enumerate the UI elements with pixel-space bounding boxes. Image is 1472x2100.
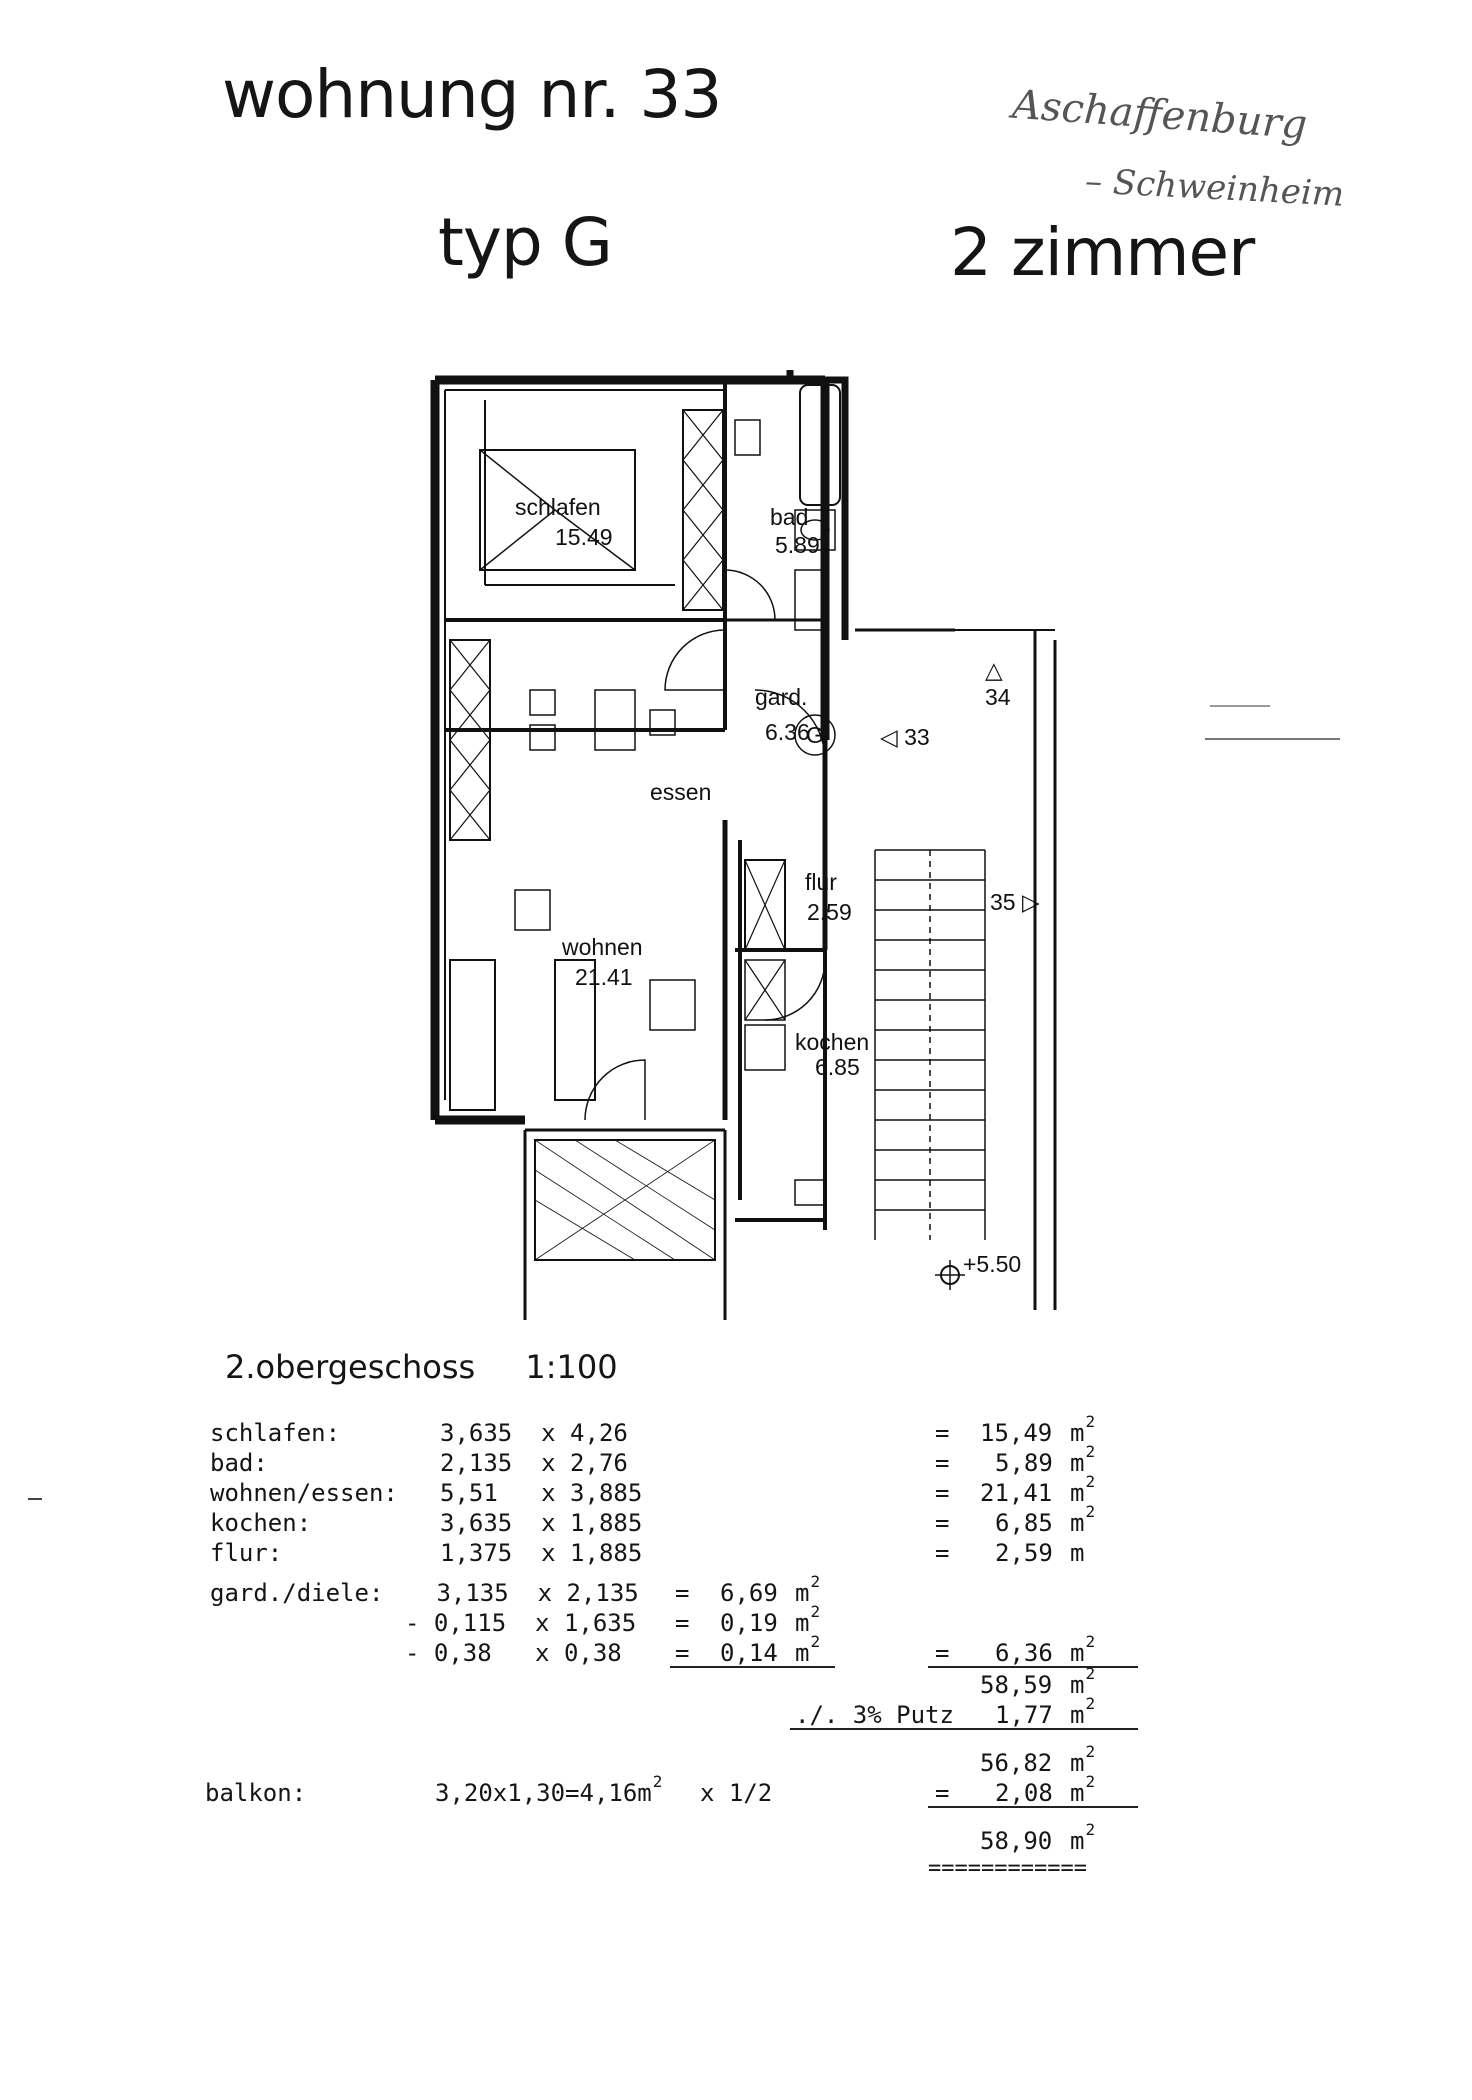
room-bad-name: bad <box>770 504 809 530</box>
calc-label: schlafen: <box>210 1419 341 1447</box>
room-kochen-area: 6.85 <box>815 1054 860 1080</box>
calc-subresult: 0,19 <box>720 1609 778 1637</box>
calc-eq: = <box>935 1449 950 1477</box>
calc-unit: $m^2$ <box>1070 1472 1096 1507</box>
floor-caption <box>225 1348 618 1386</box>
calc-subresult: 6,69 <box>720 1579 778 1607</box>
room-wohnen-name: wohnen <box>562 934 643 960</box>
room-gard-area: 6.36 <box>765 719 810 745</box>
calc-row <box>210 1472 1096 1508</box>
calc-eq: = <box>675 1579 690 1607</box>
calc-balkon-value: 2,08 <box>995 1779 1053 1807</box>
apartment-type: typ G <box>438 204 612 281</box>
calc-row <box>210 1412 1096 1448</box>
apartment-number: wohnung nr. 33 <box>222 56 722 133</box>
room-flur-name: flur <box>805 869 837 895</box>
level-mark: +5.50 <box>963 1251 1022 1277</box>
room-bad-area: 5.89 <box>775 532 820 558</box>
calc-result: 15,49 <box>980 1419 1053 1447</box>
calc-row <box>210 1502 1096 1538</box>
calc-row <box>210 1602 1140 1638</box>
calc-unit: $m^2$ <box>1070 1742 1096 1777</box>
calc-dims: - 0,38 x 0,38 <box>405 1639 622 1667</box>
calc-putz-label: ./. 3% Putz <box>795 1701 954 1729</box>
calc-unit: $m^2$ <box>1070 1820 1096 1855</box>
floor-plan <box>425 360 1125 1320</box>
label-34: 34 <box>985 684 1011 710</box>
calc-eq: = <box>935 1779 950 1807</box>
handwritten-location: Aschaffenburg <box>1010 81 1309 149</box>
room-count: 2 zimmer <box>950 214 1255 291</box>
calc-unit: m <box>1070 1539 1085 1567</box>
scan-mark <box>1210 705 1270 707</box>
calc-balkon-factor: x 1/2 <box>700 1779 773 1807</box>
calc-balkon-row <box>205 1772 1140 1808</box>
calc-eq: = <box>675 1639 690 1667</box>
calc-unit: $m^2$ <box>1070 1772 1096 1807</box>
room-kochen-name: kochen <box>795 1029 870 1055</box>
calc-label: gard./diele: <box>210 1579 384 1607</box>
calc-unit: $m^2$ <box>795 1632 821 1667</box>
room-schlafen-name: schlafen <box>515 494 601 520</box>
calc-sum: 58,59 <box>980 1671 1053 1699</box>
triangle-34-icon: △ <box>985 657 1003 683</box>
calc-total-row <box>210 1820 1140 1856</box>
calc-eq: = <box>935 1479 950 1507</box>
calc-dims: 3,635 x 4,26 <box>440 1419 628 1447</box>
room-gard-name: gard. <box>755 684 808 710</box>
calc-eq: = <box>675 1609 690 1637</box>
calc-eq: = <box>935 1539 950 1567</box>
calc-label: bad: <box>210 1449 268 1477</box>
calc-result: 5,89 <box>995 1449 1053 1477</box>
calc-dims: 3,135 x 2,135 <box>422 1579 639 1607</box>
calc-row <box>210 1442 1096 1478</box>
label-33: ◁ 33 <box>880 724 930 750</box>
calc-result: 6,36 <box>995 1639 1053 1667</box>
room-flur-area: 2.59 <box>807 899 852 925</box>
calc-dims: 3,635 x 1,885 <box>440 1509 643 1537</box>
handwritten-location-suffix: – Schweinheim <box>1084 161 1346 215</box>
calc-sum: 56,82 <box>980 1749 1053 1777</box>
calc-eq: = <box>935 1509 950 1537</box>
calc-row <box>210 1572 1140 1608</box>
calc-eq: = <box>935 1639 950 1667</box>
calc-balkon-label: balkon: <box>205 1779 307 1807</box>
calc-label: wohnen/essen: <box>210 1479 398 1507</box>
marker-g: G <box>806 722 824 748</box>
calc-unit: $m^2$ <box>1070 1502 1096 1537</box>
floor-name: 2.obergeschoss <box>225 1348 476 1386</box>
calc-unit: $m^2$ <box>1070 1632 1096 1667</box>
calc-result: 6,85 <box>995 1509 1053 1537</box>
calc-dims: - 0,115 x 1,635 <box>405 1609 637 1637</box>
calc-unit: $m^2$ <box>1070 1664 1096 1699</box>
calc-dims: 5,51 x 3,885 <box>440 1479 643 1507</box>
room-essen-name: essen <box>650 779 712 805</box>
calc-unit: $m^2$ <box>795 1572 821 1607</box>
calc-eq: = <box>935 1419 950 1447</box>
calc-unit: $m^2$ <box>795 1602 821 1637</box>
calc-unit: $m^2$ <box>1070 1442 1096 1477</box>
calc-unit: $m^2$ <box>1070 1694 1096 1729</box>
calc-result: 21,41 <box>980 1479 1053 1507</box>
room-schlafen-area: 15.49 <box>555 524 613 550</box>
calc-sum-row <box>210 1664 1140 1700</box>
scan-mark <box>1205 738 1340 740</box>
calc-subresult: 0,14 <box>720 1639 778 1667</box>
calc-dims: 1,375 x 1,885 <box>440 1539 643 1567</box>
label-35: 35 ▷ <box>990 889 1040 915</box>
calc-total: 58,90 <box>980 1827 1053 1855</box>
calc-row <box>210 1538 1085 1568</box>
calc-result: 2,59 <box>995 1539 1053 1567</box>
area-calculation <box>205 1412 1140 1888</box>
calc-putz-value: 1,77 <box>995 1701 1053 1729</box>
calc-label: flur: <box>210 1539 283 1567</box>
scan-mark <box>28 1498 42 1500</box>
room-wohnen-area: 21.41 <box>575 964 633 990</box>
calc-label: kochen: <box>210 1509 312 1537</box>
calc-dims: 2,135 x 2,76 <box>440 1449 628 1477</box>
calc-unit: $m^2$ <box>1070 1412 1096 1447</box>
calc-double-rule: ============ <box>928 1856 1087 1881</box>
floor-scale: 1:100 <box>525 1348 618 1386</box>
calc-sum-row <box>210 1742 1140 1778</box>
calc-putz-row <box>210 1694 1140 1730</box>
calc-balkon-expr: $3,20x1,30=4,16m^2$ <box>435 1772 663 1807</box>
calc-row <box>210 1632 1140 1668</box>
